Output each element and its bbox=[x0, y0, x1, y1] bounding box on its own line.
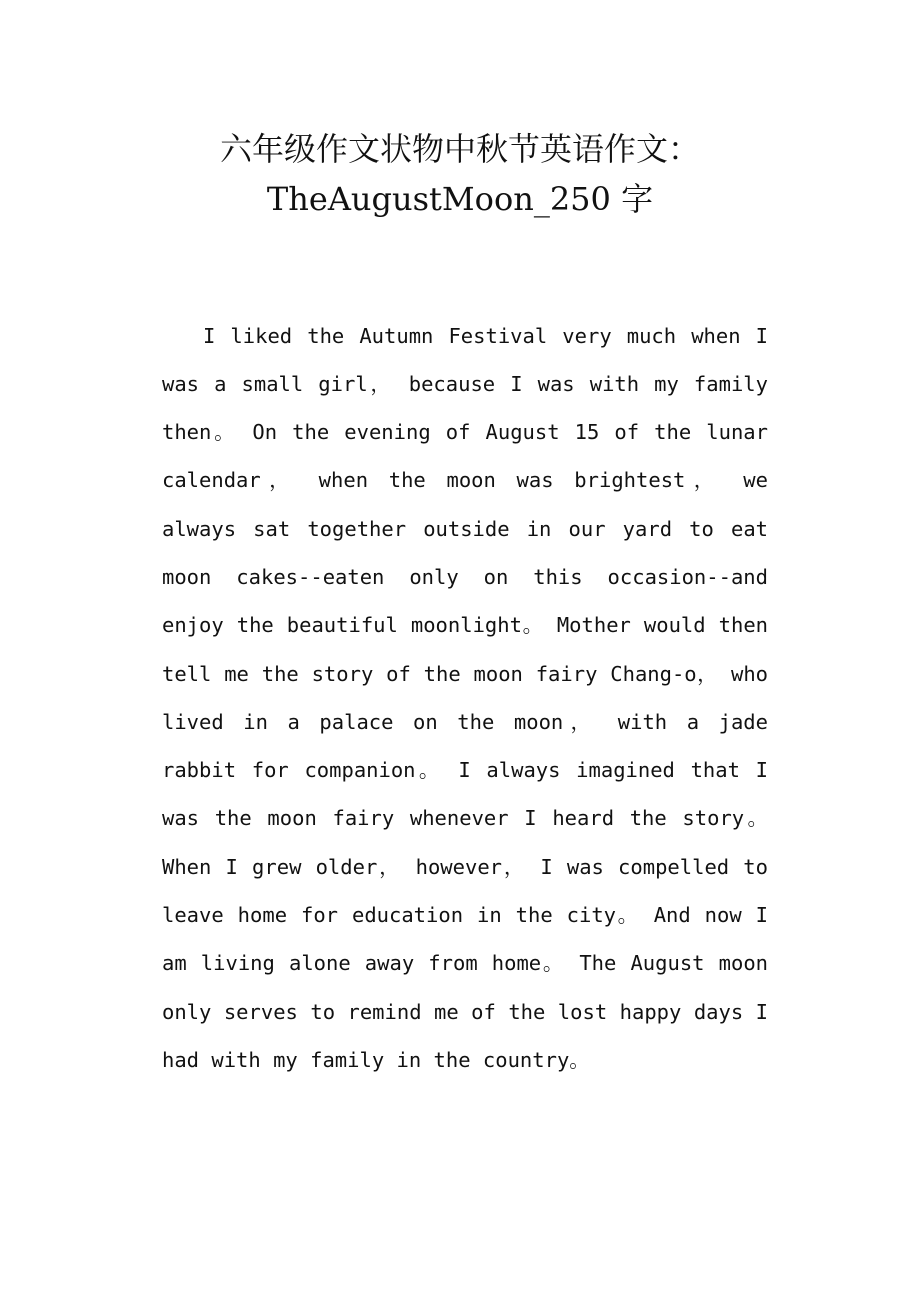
title-line-2: TheAugustMoon_250 字 bbox=[266, 180, 654, 218]
essay-paragraph: I liked the Autumn Festival very much when I was a small girl， because I was with my family then。 On the evening of August 15 of the lunar calendar， when the moon was brightest， we always sat together outside in our yard to eat moon cakes--eaten only on this occasion--and enjoy the beautiful moonlight。 Mother would then tell me the story of the moon fairy Chang-o， who lived in a palace on the moon， with a jade rabbit for companion。 I always imagined that I was the moon fairy whenever I heard the story。 When I grew older， however， I was compelled to leave home for education in the city。 And now I am living alone away from home。 The August moon only serves to remind me of the lost happy days I had with my family in the country。 bbox=[162, 323, 768, 1072]
title-line-1: 六年级作文状物中秋节英语作文： bbox=[219, 130, 700, 168]
document-title bbox=[100, 124, 820, 224]
